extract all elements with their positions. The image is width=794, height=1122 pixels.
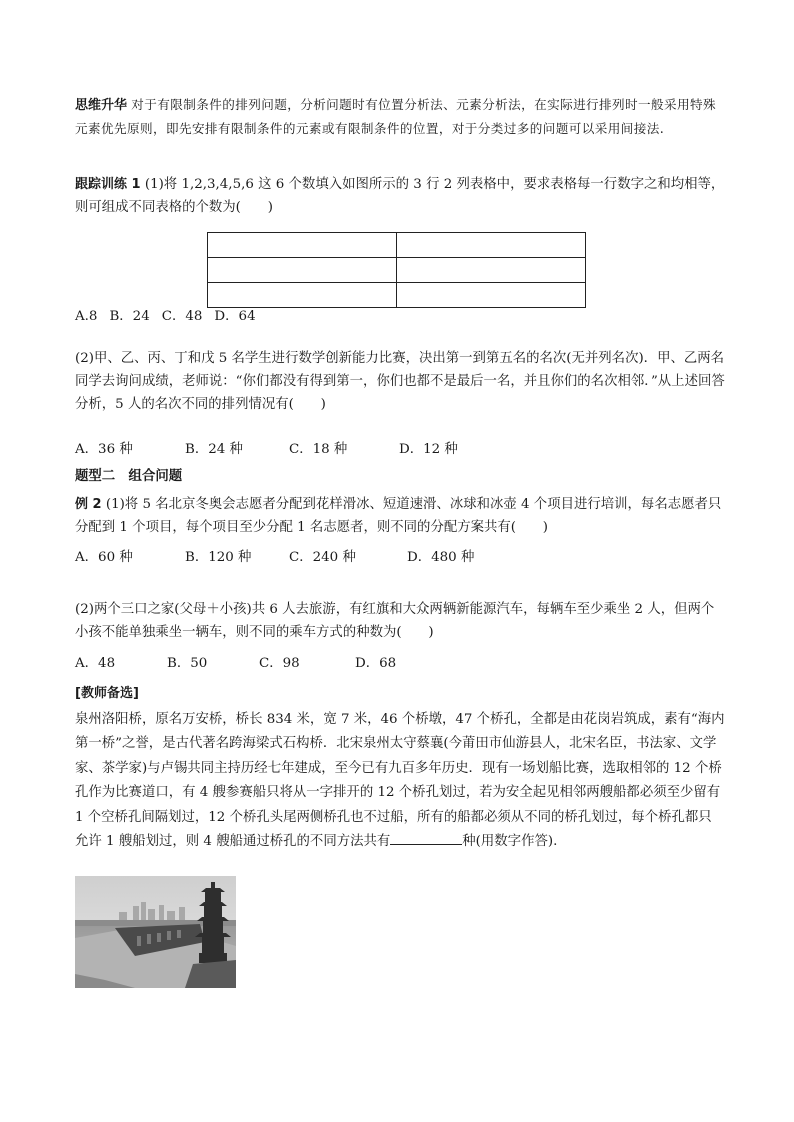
example2-q2-options: [75, 653, 725, 676]
practice1-q1: [75, 174, 725, 220]
table-cell: [208, 283, 397, 308]
bridge-photo: [75, 876, 236, 988]
example2-q1-text: (1)将 5 名北京冬奥会志愿者分配到花样滑冰、短道速滑、冰球和冰壶 4 个项目进行培训，每名志愿者只分配到 1 个项目，每个项目至少分配 1 名志愿者，则不同的分配方案共有( ): [75, 497, 722, 535]
option-b: B．24 种: [185, 442, 243, 457]
practice1-q2-options: [75, 439, 725, 462]
table-row: [208, 258, 586, 283]
option-a: A.8: [75, 309, 98, 324]
practice1-q2-text: (2)甲、乙、丙、丁和戊 5 名学生进行数学创新能力比赛，决出第一到第五名的名次(无并列名次)．甲、乙两名同学去询问成绩，老师说：“你们都没有得到第一，你们也都不是最后一名，并且你们的名次相邻．”从上述回答分析，5 人的名次不同的排列情况有( ): [75, 351, 725, 412]
option-b: B．50: [167, 656, 208, 671]
teacher-problem: [75, 708, 725, 854]
option-d: D．12 种: [399, 442, 458, 457]
option-d: D．64: [214, 309, 256, 324]
example2-q2-text: (2)两个三口之家(父母＋小孩)共 6 人去旅游，有红旗和大众两辆新能源汽车，每辆车至少乘坐 2 人，但两个小孩不能单独乘坐一辆车，则不同的乘车方式的种数为( ): [75, 602, 715, 640]
option-c: C．240 种: [289, 550, 356, 565]
option-b: B．24: [109, 309, 150, 324]
example2-q2: [75, 599, 725, 645]
table-cell: [397, 283, 586, 308]
option-a: A．48: [75, 656, 116, 671]
option-c: C．98: [259, 656, 300, 671]
teacher-text-end: 种(用数字作答).: [462, 834, 558, 850]
table-cell: [208, 233, 397, 258]
answer-blank: [390, 830, 462, 845]
option-d: D．68: [355, 656, 397, 671]
section-title: 题型二 组合问题: [75, 469, 183, 484]
example2-label: 例 2: [75, 497, 102, 512]
option-c: C．18 种: [289, 442, 348, 457]
practice1-label: 跟踪训练 1: [75, 177, 141, 192]
table-cell: [397, 258, 586, 283]
option-c: C．48: [161, 309, 203, 324]
tip-text: 对于有限制条件的排列问题，分析问题时有位置分析法、元素分析法，在实际进行排列时一般采用特殊元素优先原则，即先安排有限制条件的元素或有限制条件的位置，对于分类过多的问题可以采用间接法.: [75, 97, 716, 136]
option-a: A．60 种: [75, 550, 133, 565]
practice1-q2: [75, 348, 725, 416]
example2-q1-options: [75, 547, 725, 570]
table-cell: [208, 258, 397, 283]
number-grid-table: [207, 232, 586, 308]
table-cell: [397, 233, 586, 258]
bridge-photo-image: [75, 876, 236, 988]
practice1-q1-options: [75, 306, 725, 329]
tip-block: [75, 94, 725, 142]
table-row: [208, 233, 586, 258]
tip-label: 思维升华: [75, 98, 128, 113]
teacher-text: 泉州洛阳桥，原名万安桥，桥长 834 米，宽 7 米，46 个桥墩，47 个桥孔，全都是由花岗岩筑成，素有“海内第一桥”之誉，是古代著名跨海梁式石构桥．北宋泉州太守蔡襄(今莆田市仙游县人，北宋名臣，书法家、文学家、茶学家)与卢锡共同主持历经七年建成，至今已有九百多年历史．现有一场划船比赛，选取相邻的 12 个桥孔作为比赛道口，有 4 艘参赛船只将从一字排开的 12 个桥孔划过，若为安全起见相邻两艘船都必须至少留有 1 个空桥孔间隔划过，12 个桥孔头尾两侧桥孔也不过船，所有的船都必须从不同的桥孔划过，每个桥孔都只允许 1 艘船划过，则 4 艘船通过桥孔的不同方法共有: [75, 712, 725, 850]
table-row: [208, 283, 586, 308]
teacher-label: [教师备选]: [75, 686, 139, 701]
option-b: B．120 种: [185, 550, 252, 565]
example2-q1: [75, 494, 725, 540]
option-d: D．480 种: [407, 550, 475, 565]
practice1-q1-text: (1)将 1,2,3,4,5,6 这 6 个数填入如图所示的 3 行 2 列表格中，要求表格每一行数字之和均相等，则可组成不同表格的个数为( ): [75, 177, 725, 215]
option-a: A．36 种: [75, 442, 133, 457]
